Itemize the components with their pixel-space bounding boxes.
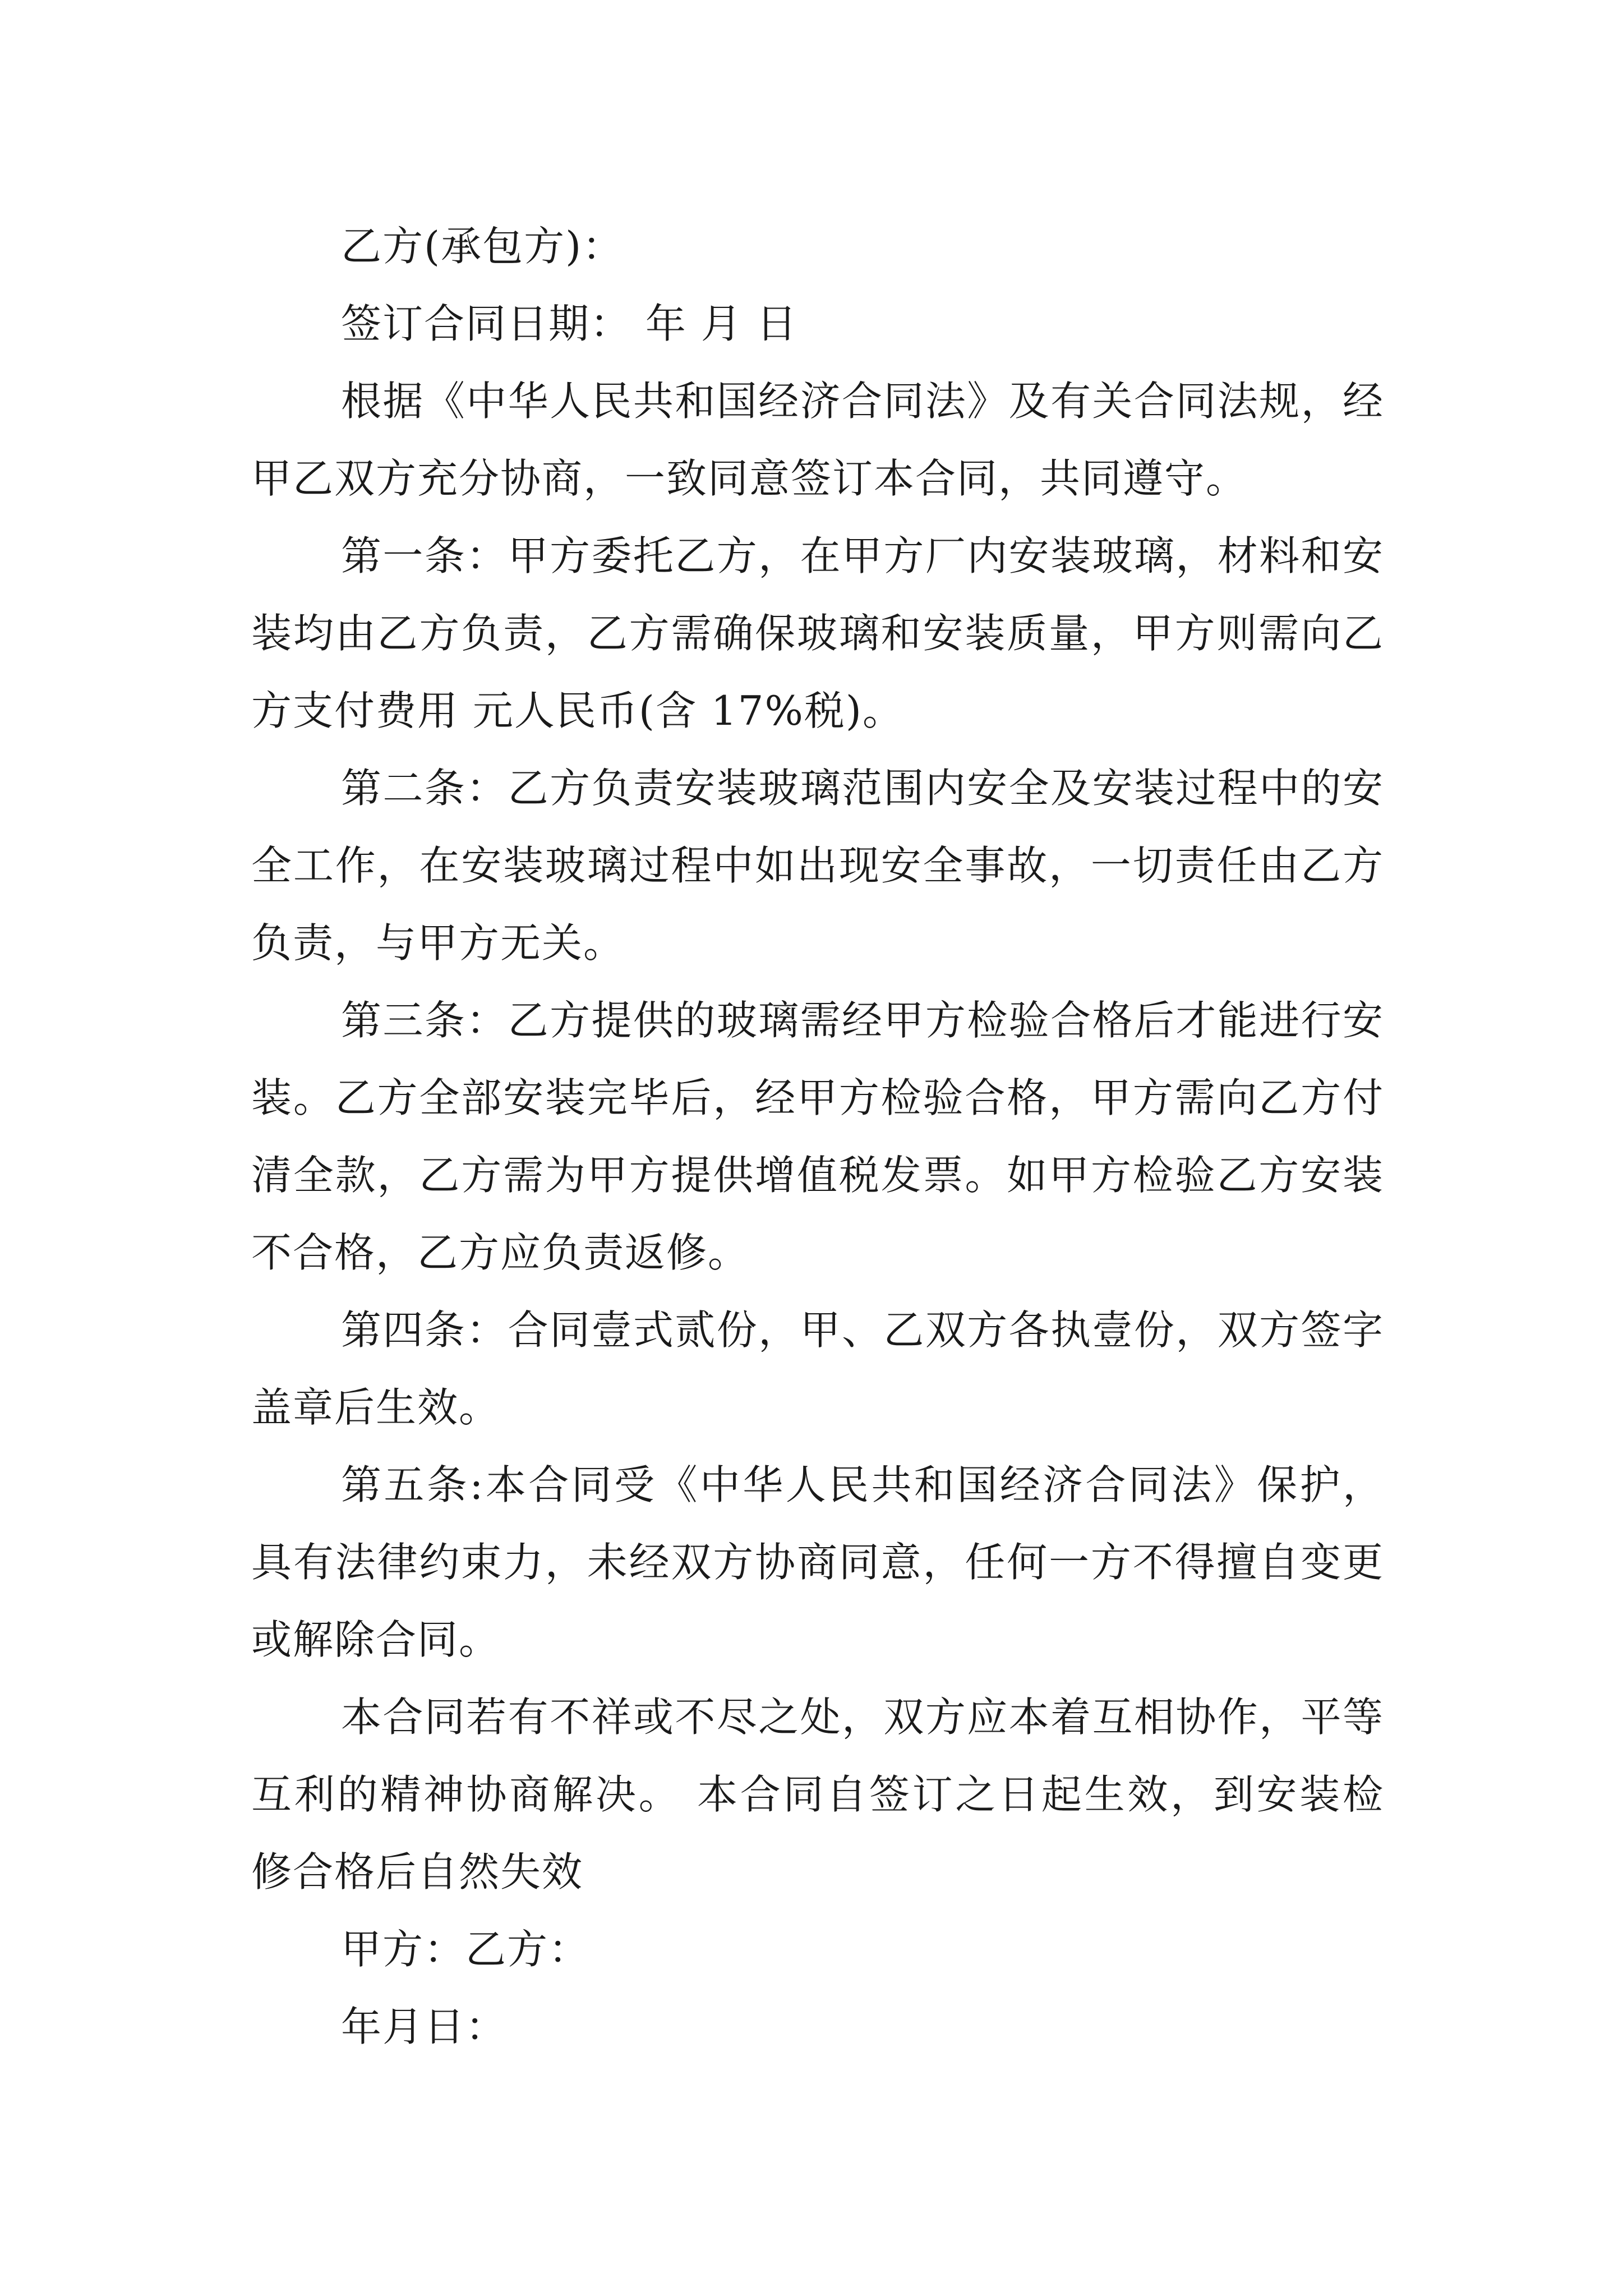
date-line: 年月日： <box>341 2003 508 2050</box>
article-1: 第一条：甲方委托乙方，在甲方厂内安装玻璃，材料和安装均由乙方负责，乙方需确保玻璃和安装质量，甲方则需向乙方支付费用 元人民币(含 17%税)。 <box>251 532 1384 734</box>
article-3: 第三条：乙方提供的玻璃需经甲方检验合格后才能进行安装。乙方全部安装完毕后，经甲方检验合格，甲方需向乙方付清全款，乙方需为甲方提供增值税发票。如甲方检验乙方安装不合格，乙方应负责返修。 <box>251 997 1384 1276</box>
article-2: 第二条：乙方负责安装玻璃范围内安全及安装过程中的安全工作，在安装玻璃过程中如出现安全事故，一切责任由乙方负责，与甲方无关。 <box>251 765 1384 967</box>
article-5: 第五条:本合同受《中华人民共和国经济合同法》保护，具有法律约束力，未经双方协商同意，任何一方不得擅自变更或解除合同。 <box>251 1461 1384 1663</box>
signature-line: 甲方：乙方： <box>341 1926 591 1973</box>
closing-paragraph: 本合同若有不祥或不尽之处，双方应本着互相协作，平等互利的精神协商解决。 本合同自签订之日起生效，到安装检修合格后自然失效 <box>251 1694 1384 1895</box>
party-b-label: 乙方(承包方)： <box>341 223 624 270</box>
article-4: 第四条：合同壹式贰份，甲、乙双方各执壹份，双方签字盖章后生效。 <box>251 1306 1384 1431</box>
sign-date-line: 签订合同日期： 年 月 日 <box>341 300 798 347</box>
contract-body <box>251 208 1384 2065</box>
intro-paragraph: 根据《中华人民共和国经济合同法》及有关合同法规，经甲乙双方充分协商，一致同意签订本合同，共同遵守。 <box>251 378 1384 502</box>
